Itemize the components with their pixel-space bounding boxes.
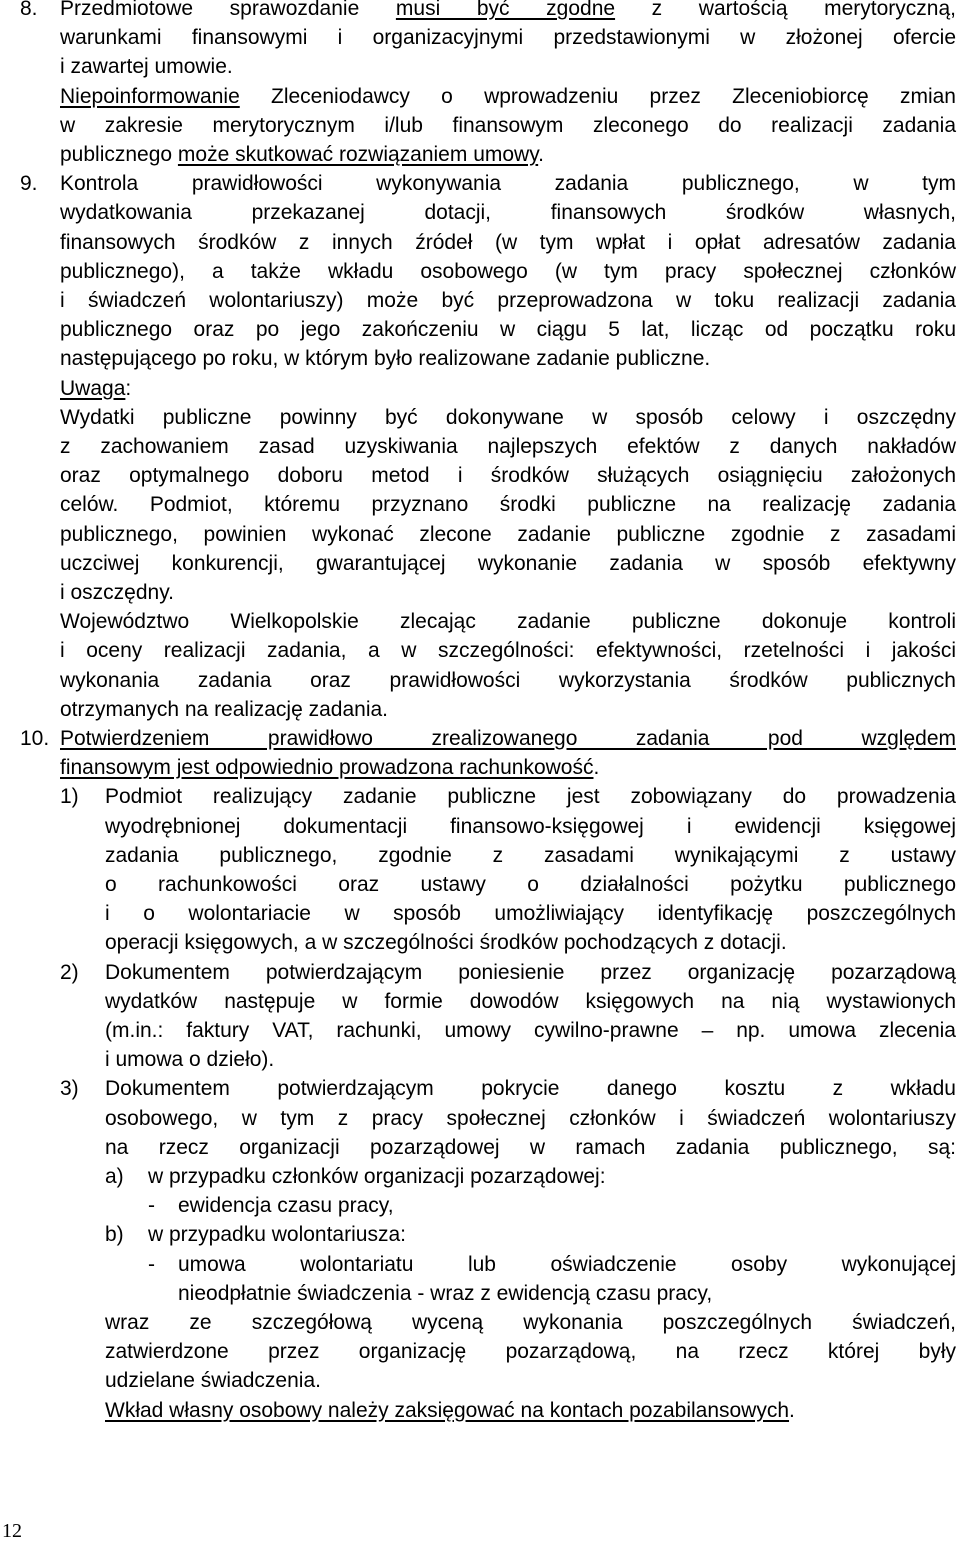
text-line: udzielane świadczenia.	[105, 1369, 321, 1393]
text-line: Dokumentem potwierdzającym pokrycie danego kosztu z wkładu	[105, 1077, 956, 1101]
item-9-paragraph	[60, 169, 956, 724]
text-line	[105, 1396, 956, 1425]
text-run: .	[538, 143, 544, 166]
text-line: i oceny realizacji zadania, a w szczególności: efektywności, rzetelności i jakości	[60, 639, 956, 663]
list-item-a-text: w przypadku członków organizacji pozarządowej:	[148, 1164, 606, 1188]
dash-item-text: ewidencja czasu pracy,	[178, 1194, 394, 1218]
item-8-number: 8.	[20, 0, 38, 20]
list-letter-b: b)	[105, 1223, 124, 1247]
text-line: celów. Podmiot, któremu przyznano środki publiczne na realizację zadania	[60, 493, 956, 517]
uwaga-heading	[60, 374, 956, 403]
item-10-heading	[60, 724, 956, 782]
text-line: Dokumentem potwierdzającym poniesienie przez organizację pozarządową	[105, 960, 956, 984]
page-number: 12	[2, 1520, 22, 1542]
text-line: i umowa o dzieło).	[105, 1048, 275, 1072]
text-line	[60, 140, 956, 169]
sub-item-2-text	[105, 958, 956, 1075]
text-line: Podmiot realizujący zadanie publiczne jest zobowiązany do prowadzenia	[105, 785, 956, 809]
sub-item-3-number: 3)	[60, 1077, 79, 1101]
text-line: wraz ze szczegółową wyceną wykonania poszczególnych świadczeń,	[105, 1310, 956, 1334]
text-line: Kontrola prawidłowości wykonywania zadania publicznego, w tym	[60, 172, 956, 196]
text-line: (m.in.: faktury VAT, rachunki, umowy cywilno-prawne – np. umowa zlecenia	[105, 1018, 956, 1042]
text-line: oraz optymalnego doboru metod i środków służących osiągnięciu założonych	[60, 464, 956, 488]
text-line: i świadczeń wolontariuszy) może być przeprowadzona w toku realizacji zadania	[60, 289, 956, 312]
text-line: zatwierdzone przez organizację pozarządową, na rzecz której były	[105, 1340, 956, 1364]
text-line	[60, 0, 956, 23]
text-line: publicznego oraz po jego zakończeniu w ciągu 5 lat, licząc od początku roku	[60, 318, 956, 342]
underlined-text: Potwierdzeniem prawidłowo zrealizowanego zadania pod względem	[60, 726, 956, 750]
underlined-text: Niepoinformowanie	[60, 84, 240, 108]
underlined-text: musi być zgodne	[395, 0, 616, 20]
text-run: Zleceniodawcy o wprowadzeniu przez Zleceniobiorcę zmian	[239, 84, 956, 108]
text-line: otrzymanych na realizację zadania.	[60, 697, 389, 721]
text-run: Przedmiotowe sprawozdanie	[60, 0, 396, 20]
underlined-text: finansowym jest odpowiednio prowadzona rachunkowość	[60, 756, 594, 780]
sub-item-2-number: 2)	[60, 960, 79, 984]
text-run: :	[125, 376, 132, 400]
dash-bullet: -	[148, 1194, 155, 1218]
text-line: i oszczędny.	[60, 581, 174, 605]
text-line: nieodpłatnie świadczenia - wraz z ewidencją czasu pracy,	[178, 1281, 713, 1305]
underlined-text: Wkład własny osobowy należy zaksięgować na kontach pozabilansowych	[105, 1398, 790, 1422]
text-line: osobowego, w tym z pracy społecznej członków i świadczeń wolontariuszy	[105, 1106, 956, 1130]
text-run: publicznego	[60, 143, 178, 166]
text-line: Województwo Wielkopolskie zlecając zadanie publiczne dokonuje kontroli	[60, 610, 956, 634]
sub-item-3-text	[105, 1074, 956, 1162]
item-9-number: 9.	[20, 172, 38, 196]
sub-item-1-text	[105, 782, 956, 957]
text-run: .	[593, 756, 600, 780]
text-line: następującego po roku, w którym było realizowane zadanie publiczne.	[60, 347, 711, 371]
text-line: i o wolontariacie w sposób umożliwiający identyfikację poszczególnych	[105, 902, 956, 926]
text-line: wyodrębnionej dokumentacji finansowo-księgowej i ewidencji księgowej	[105, 814, 956, 838]
sub-item-3-tail	[105, 1308, 956, 1425]
text-line: wydatkowania przekazanej dotacji, finansowych środków własnych,	[60, 201, 956, 225]
text-line	[60, 724, 956, 753]
text-line: Wydatki publiczne powinny być dokonywane w sposób celowy i oszczędny	[60, 405, 956, 429]
text-line	[60, 82, 956, 111]
list-item-b-text: w przypadku wolontariusza:	[148, 1223, 406, 1247]
item-8-paragraph-2	[60, 82, 956, 170]
text-line: publicznego), a także wkładu osobowego (w tym pracy społecznej członków	[60, 259, 956, 283]
text-line: wydatków następuje w formie dowodów księgowych na nią wystawionych	[105, 989, 956, 1013]
item-8-paragraph-1	[60, 0, 956, 82]
list-letter-a: a)	[105, 1164, 124, 1188]
text-line: na rzecz organizacji pozarządowej w ramach zadania publicznego, są:	[105, 1135, 956, 1159]
sub-item-1-number: 1)	[60, 785, 79, 809]
text-line: publicznego, powinien wykonać zlecone zadanie publiczne zgodnie z zasadami	[60, 522, 956, 546]
text-run: .	[789, 1398, 795, 1422]
text-line: warunkami finansowymi i organizacyjnymi przedstawionymi w złożonej ofercie	[60, 26, 956, 50]
text-line	[60, 753, 956, 782]
text-line: wykonania zadania oraz prawidłowości wykorzystania środków publicznych	[60, 668, 956, 692]
dash-item-text	[178, 1250, 956, 1308]
text-run: z wartością merytoryczną,	[615, 0, 956, 20]
dash-bullet: -	[148, 1252, 155, 1276]
underlined-text: Uwaga	[60, 376, 126, 400]
text-line: finansowych środków z innych źródeł (w tym wpłat i opłat adresatów zadania	[60, 230, 956, 254]
text-line: z zachowaniem zasad uzyskiwania najlepszych efektów z danych nakładów	[60, 435, 956, 459]
item-10-number: 10.	[20, 726, 50, 750]
text-line: w zakresie merytorycznym i/lub finansowym zleconego do realizacji zadania	[60, 113, 956, 137]
text-line: umowa wolontariatu lub oświadczenie osoby wykonującej	[178, 1252, 956, 1276]
text-line: zadania publicznego, zgodnie z zasadami wynikającymi z ustawy	[105, 843, 956, 867]
text-line: uczciwej konkurencji, gwarantującej wykonanie zadania w sposób efektywny	[60, 551, 956, 575]
text-line: operacji księgowych, a w szczególności środków pochodzących z dotacji.	[105, 931, 787, 955]
underlined-text: może skutkować rozwiązaniem umowy	[177, 143, 539, 166]
text-line: i zawartej umowie.	[60, 55, 233, 79]
text-line: o rachunkowości oraz ustawy o działalności pożytku publicznego	[105, 872, 956, 896]
